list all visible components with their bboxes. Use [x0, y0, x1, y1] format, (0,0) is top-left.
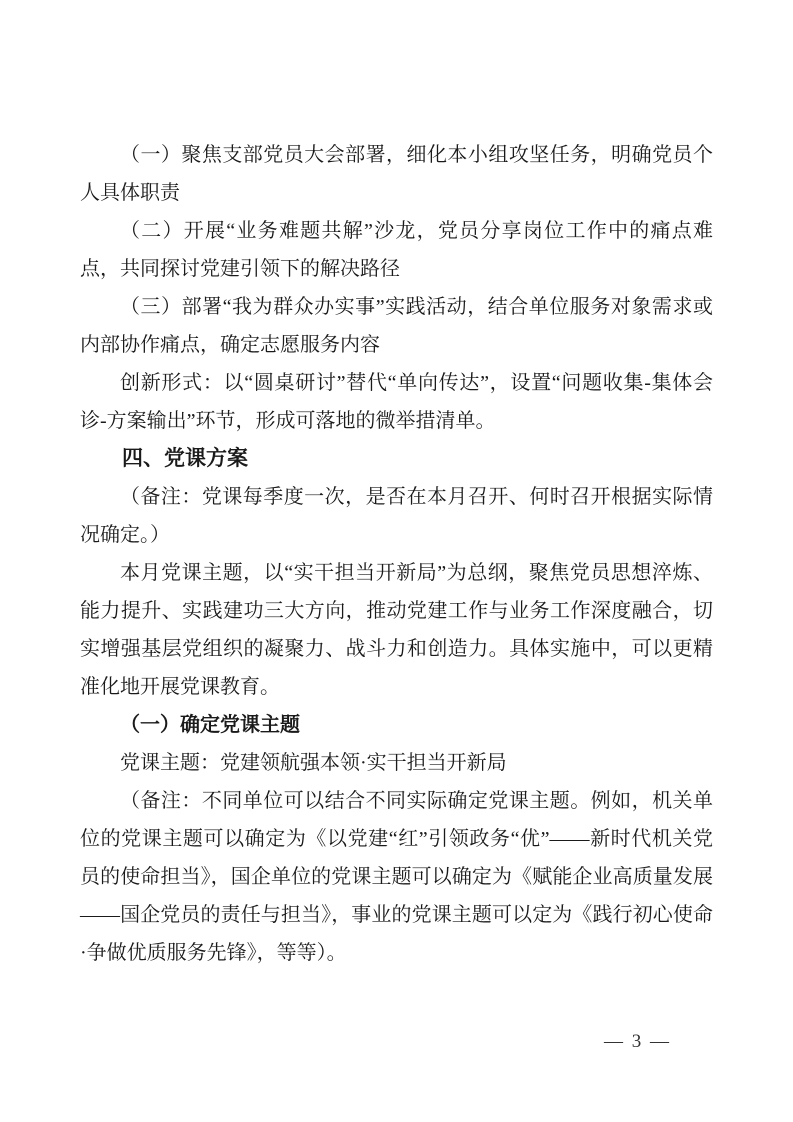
page-number: — 3 — [604, 1031, 671, 1052]
list-item-one: （一）聚焦支部党员大会部署，细化本小组攻坚任务，明确党员个人具体职责 [80, 144, 713, 204]
subsection-heading-determine-theme: （一）确定党课主题 [120, 714, 300, 736]
section-heading-party-lecture-plan: 四、党课方案 [122, 447, 248, 470]
list-item-three: （三）部署“我为群众办实事”实践活动，结合单位服务对象需求或内部协作痛点，确定志愿服务内容 [80, 296, 713, 356]
lecture-theme-overview-paragraph: 本月党课主题，以“实干担当开新局”为总纲，聚焦党员思想淬炼、能力提升、实践建功三大方向，推动党建工作与业务工作深度融合，切实增强基层党组织的凝聚力、战斗力和创造力。具体实施中，可以更精准化地开展党课教育。 [80, 562, 713, 698]
list-item-two: （二）开展“业务难题共解”沙龙，党员分享岗位工作中的痛点难点，共同探讨党建引领下的解决路径 [80, 220, 713, 280]
innovation-format-paragraph: 创新形式：以“圆桌研讨”替代“单向传达”，设置“问题收集-集体会诊-方案输出”环节，形成可落地的微举措清单。 [80, 372, 713, 432]
remark-paragraph-examples: （备注：不同单位可以结合不同实际确定党课主题。例如，机关单位的党课主题可以确定为《以党建“红”引领政务“优”——新时代机关党员的使命担当》，国企单位的党课主题可以确定为《赋能企业高质量发展——国企党员的责任与担当》，事业的党课主题可以定为《践行初心使命·争做优质服务先锋》，等等）。 [80, 790, 713, 964]
lecture-theme-line: 党课主题：党建领航强本领·实干担当开新局 [120, 752, 507, 774]
remark-paragraph-frequency: （备注：党课每季度一次，是否在本月召开、何时召开根据实际情况确定。） [80, 486, 713, 546]
document-body [80, 136, 713, 972]
page-footer [604, 1030, 671, 1054]
